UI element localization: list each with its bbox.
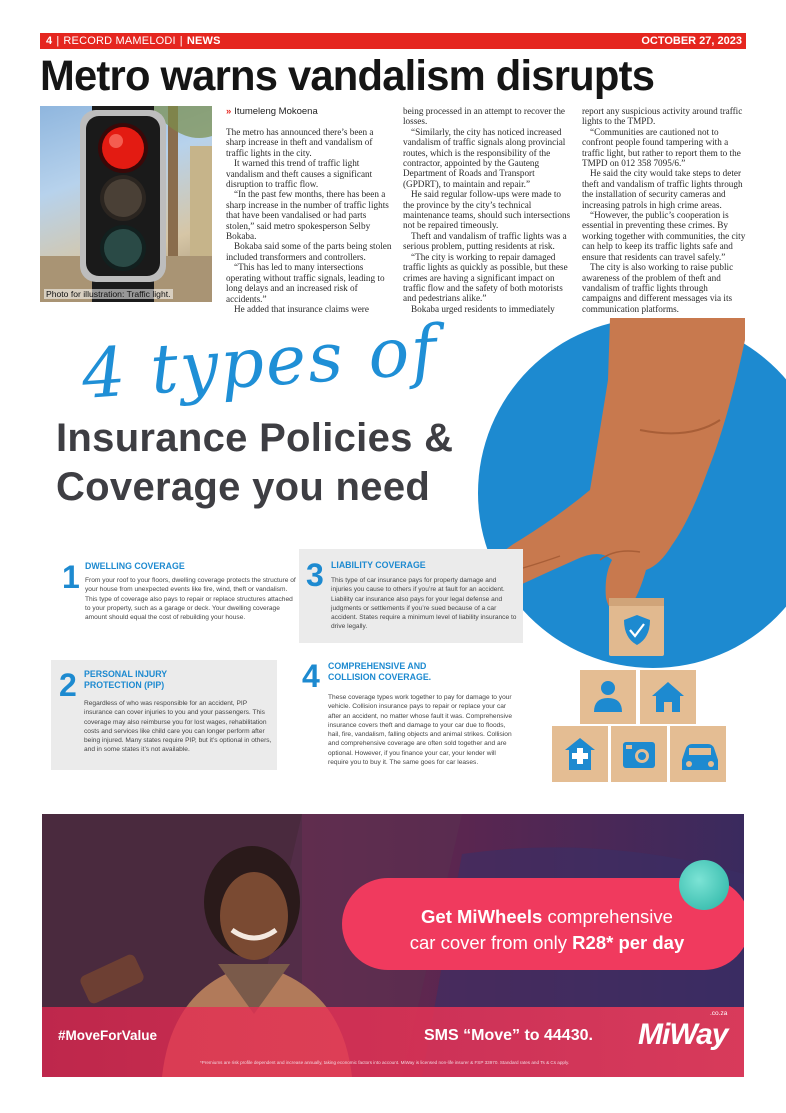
paragraph: “Communities are cautioned not to confront people found tampering with a traffic light, but rather to report them to the TMPD on 012 358 7095/6.” <box>582 126 741 169</box>
paragraph: The metro has announced there’s been a sharp increase in theft and vandalism of traffic lights in the city. <box>226 127 374 158</box>
paragraph: He said regular follow-ups were made to the province by the city’s technical maintenance teams, should such intersections not be repaired timeously. <box>403 189 571 231</box>
offer-line1-rest: comprehensive <box>542 906 673 927</box>
decorative-teal-dot <box>679 860 729 910</box>
coverage-heading: COMPREHENSIVE AND COLLISION COVERAGE. <box>328 661 432 682</box>
coverage-number: 3 <box>306 557 324 593</box>
byline-author: Itumeleng Mokoena <box>234 106 318 117</box>
article-headline: Metro warns vandalism disrupts <box>40 52 655 100</box>
paragraph: It warned this trend of traffic light vandalism and theft causes a significant disruption to traffic flow. <box>226 158 373 190</box>
ad-hashtag: #MoveForValue <box>58 1028 158 1043</box>
coverage-text: From your roof to your floors, dwelling coverage protects the structure of your house from unexpected events like fire, wind, theft or vandalism. This type of coverage also pays to repair or replace structures attached to your property, such as a garage or deck. Your dwelling coverage amount should equal the cost of rebuilding your house. <box>85 577 296 622</box>
camera-icon <box>623 742 655 768</box>
byline-arrow-icon: » <box>226 106 232 117</box>
miway-advertisement[interactable] <box>42 814 744 1077</box>
paragraph: being processed in an attempt to recover the losses. <box>403 106 565 127</box>
offer-line2-rest: car cover from only <box>409 932 573 953</box>
page-number: 4 <box>46 35 53 47</box>
coverage-item-3 <box>299 549 523 643</box>
paragraph: He added that insurance claims were <box>234 303 369 314</box>
paragraph: The city is also working to raise public awareness of the problem of theft and vandalism of traffic lights through campaigns and different messages via its communication platforms. <box>582 262 734 314</box>
coverage-item-2 <box>51 660 277 770</box>
publication-name: RECORD MAMELODI <box>63 35 176 47</box>
offer-product: Get MiWheels <box>421 906 543 927</box>
coverage-text: Regardless of who was responsible for an accident, PIP insurance can cover injuries to you and your passengers. This coverage may also reimburse you for lost wages, rehabilitation costs and services like child care you can longer perform after being injured. Many states require PIP, but it’s optional in others, and in some states it’s not available. <box>84 700 272 754</box>
insurance-title-line-2: Coverage you need <box>56 465 431 509</box>
insurance-title-line-1: Insurance Policies & <box>56 416 454 460</box>
paragraph: “In the past few months, there has been a sharp increase in the number of traffic lights that have been vandalised or had parts stolen,” said metro spokesperson Selby Bokaba. <box>226 189 389 242</box>
photo-caption: Photo for illustration: Traffic light. <box>46 289 171 299</box>
paragraph: Bokaba urged residents to immediately <box>411 303 555 314</box>
ad-sms-cta: SMS “Move” to 44430. <box>424 1027 593 1044</box>
paragraph: “This has led to many intersections operating without traffic signals, leading to long delays and an increased risk of accidents.” <box>226 262 385 304</box>
coverage-text: These coverage types work together to pay for damage to your vehicle. Collision insurance pays to repair or replace your car after an accident, no matter whose fault it was. Comprehensive insurance covers theft and damage to your car due to floods, hail, fire, vandalism, falling objects and animal strikes. Collision and comprehensive coverage are often sold together and are optional. However, if you finance your car, your lender will require you to buy it. The same goes for car leases. <box>328 694 512 767</box>
ad-fine-print: *Premiums are risk profile dependent and increase annually, taking economic factors into account. MiWay is licensed non-life insurer & FSP 33970. Standard rates and Ts & Cs apply. <box>200 1060 570 1065</box>
header-left: 4 | RECORD MAMELODI | NEWS <box>46 35 221 47</box>
insurance-title <box>56 414 453 512</box>
ad-offer-text <box>367 904 727 956</box>
coverage-text: This type of car insurance pays for property damage and injuries you cause to others if you’re at fault for an accident. Liability car insurance also pays for your legal defense and judgments or settlements if you’re sued because of a car accident. States require a minimum level of liability insurance to drive legally. <box>331 577 517 631</box>
coverage-heading: PERSONAL INJURY PROTECTION (PIP) <box>84 669 167 690</box>
insurance-script-title: 4 types of <box>79 311 441 415</box>
coverage-number: 4 <box>302 658 320 694</box>
coverage-heading: LIABILITY COVERAGE <box>331 560 426 570</box>
coverage-item-1 <box>60 556 296 646</box>
paragraph: report any suspicious activity around traffic lights to the TMPD. <box>582 106 743 127</box>
paragraph: “The city is working to repair damaged traffic lights as quickly as possible, but these crimes are having a significant impact on traffic flow and the safety of both motorists and pedestrians alike.” <box>403 251 568 304</box>
logo-domain: .co.za <box>710 1010 728 1017</box>
miway-logo: MiWay <box>638 1018 728 1051</box>
paragraph: Theft and vandalism of traffic lights was a serious problem, putting residents at risk. <box>403 230 567 252</box>
paragraph: Bokaba said some of the parts being stolen included transformers and controllers. <box>226 241 392 262</box>
paragraph: “Similarly, the city has noticed increased vandalism of traffic signals along provincial routes, which is the responsibility of the contractor, appointed by the Gauteng Department of Roads and Transport (GPDRT), to maintain and repair.” <box>403 126 566 189</box>
offer-price: R28* per day <box>572 932 685 953</box>
coverage-number: 2 <box>59 667 77 703</box>
section-name: NEWS <box>186 35 221 47</box>
coverage-item-4 <box>302 658 522 778</box>
coverage-heading: DWELLING COVERAGE <box>85 561 185 571</box>
car-icon <box>682 744 718 770</box>
paragraph: “However, the public’s cooperation is essential in preventing these crimes. By working together with communities, the city can help to keep its traffic lights safe and ensure that residents can travel safely.” <box>582 210 746 262</box>
issue-date: OCTOBER 27, 2023 <box>641 35 742 47</box>
paragraph: He said the city would take steps to deter theft and vandalism of traffic lights through the installation of security cameras and increasing patrols in high crime areas. <box>582 168 743 210</box>
coverage-number: 1 <box>62 559 80 595</box>
